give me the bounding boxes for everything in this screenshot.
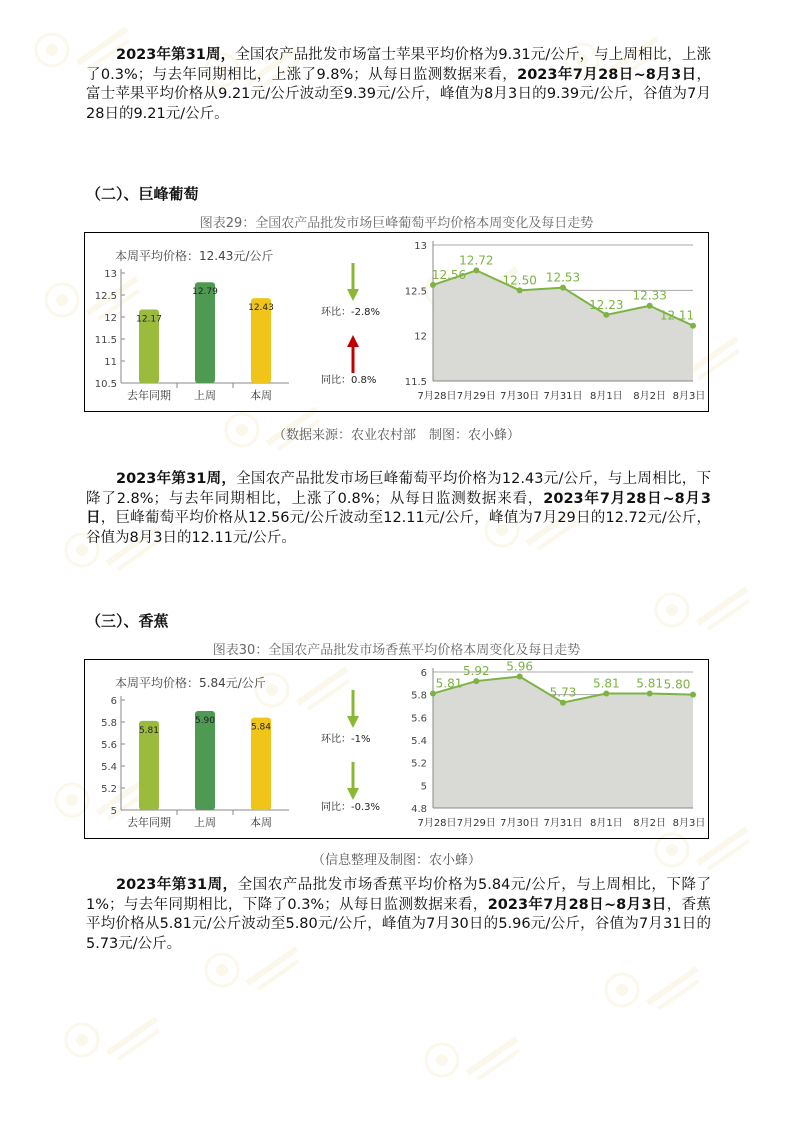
y-tick-label: 4.8 [411, 804, 427, 815]
change-indicator-label: 环比：-1% [321, 734, 371, 745]
data-label: 12.33 [632, 288, 667, 303]
grape-paragraph [86, 470, 711, 548]
y-tick-label: 5 [420, 781, 427, 793]
apple-text-2: ，富士苹果平均价格从9.21元/公斤波动至9.39元/公斤，峰值为8月3日的9.39元/公斤，谷值为7月28日的9.21元/公斤。 [86, 66, 711, 122]
y-tick-label: 12.5 [94, 291, 117, 302]
y-tick-label: 5 [110, 806, 117, 817]
chart-title: 本周平均价格：12.43元/公斤 [115, 249, 274, 263]
data-label: 12.50 [502, 273, 537, 288]
banana-weekly-bar-chart [85, 660, 391, 838]
down-arrow-icon [347, 762, 359, 800]
data-point [430, 691, 436, 697]
x-tick-label: 去年同期 [127, 816, 171, 829]
x-tick-label: 7月29日 [456, 818, 496, 829]
apple-week: 2023年第31周， [116, 47, 236, 63]
data-label: 12.72 [459, 253, 494, 268]
data-point [647, 691, 653, 697]
x-tick-label: 8月2日 [633, 818, 667, 829]
bar-value-label: 5.90 [194, 716, 216, 726]
data-label: 12.53 [545, 270, 581, 285]
bar-value-label: 12.43 [248, 303, 274, 314]
bar [195, 282, 215, 383]
grape-chart-box [84, 232, 709, 412]
down-arrow-icon [347, 263, 359, 301]
bee-logo-watermark-icon [650, 580, 770, 640]
data-label: 5.96 [506, 660, 534, 674]
change-indicator-label: 同比：0.8% [321, 375, 377, 386]
x-tick-label: 本周 [250, 389, 272, 402]
data-label: 5.80 [663, 677, 691, 692]
data-point [560, 700, 566, 706]
grape-date-range: 2023年7月28日~8月3日 [86, 490, 711, 526]
y-tick-label: 11.5 [404, 377, 427, 388]
y-tick-label: 12 [414, 331, 427, 343]
arrow-head [347, 716, 359, 728]
grape-text-2: ，巨峰葡萄平均价格从12.56元/公斤波动至12.11元/公斤，峰值为7月29日的12.72元/公斤，谷值为8月3日的12.11元/公斤。 [86, 510, 711, 546]
grape-source: （数据来源：农业农村部 制图：农小蜂） [272, 428, 520, 443]
change-indicator-label: 环比：-2.8% [321, 307, 381, 318]
data-label: 12.11 [659, 308, 695, 323]
data-point [647, 303, 653, 309]
banana-source: （信息整理及制图：农小蜂） [311, 853, 481, 868]
y-tick-label: 5.6 [101, 740, 117, 751]
banana-text-1: 全国农产品批发市场香蕉平均价格为5.84元/公斤，与上周相比，下降了1%；与去年同期相比，下降了0.3%；从每日监测数据来看， [86, 877, 711, 913]
data-point [517, 674, 523, 680]
y-tick-label: 5.8 [101, 718, 117, 729]
banana-chart-caption: 图表30：全国农产品批发市场香蕉平均价格本周变化及每日走势 [212, 643, 581, 658]
banana-chart-box [84, 659, 709, 839]
data-point [603, 312, 609, 318]
x-tick-label: 8月2日 [633, 391, 667, 402]
apple-paragraph [86, 46, 711, 124]
y-tick-label: 13 [414, 241, 427, 252]
x-tick-label: 本周 [250, 816, 272, 829]
data-label: 5.92 [462, 664, 490, 679]
x-tick-label: 7月31日 [543, 818, 583, 829]
y-tick-label: 5.6 [411, 713, 427, 725]
up-arrow-icon [347, 335, 359, 373]
data-label: 5.81 [435, 676, 463, 691]
y-tick-label: 13 [104, 269, 117, 280]
bar-value-label: 12.79 [192, 287, 218, 298]
chart-title: 本周平均价格：5.84元/公斤 [115, 676, 266, 690]
data-point [690, 323, 696, 329]
y-tick-label: 12.5 [404, 286, 427, 298]
x-tick-label: 7月30日 [500, 391, 540, 402]
grape-heading: （二）、巨峰葡萄 [86, 185, 199, 203]
down-arrow-icon [347, 690, 359, 728]
x-tick-label: 7月31日 [543, 391, 583, 402]
banana-week: 2023年第31周， [116, 877, 238, 893]
data-label: 12.56 [431, 267, 467, 282]
grape-daily-area-chart [391, 233, 708, 411]
y-tick-label: 12 [104, 313, 117, 324]
bar-value-label: 12.17 [136, 314, 162, 325]
apple-text-1: 全国农产品批发市场富士苹果平均价格为9.31元/公斤，与上周相比，上涨了0.3%；与去年同期相比，上涨了9.8%；从每日监测数据来看， [86, 47, 711, 83]
y-tick-label: 6 [110, 696, 117, 707]
data-point [690, 692, 696, 698]
grape-weekly-bar-chart [85, 233, 391, 411]
apple-date-range: 2023年7月28日~8月3日 [517, 66, 697, 83]
x-tick-label: 7月28日 [417, 391, 457, 402]
bar-value-label: 5.81 [138, 725, 160, 736]
x-tick-label: 7月29日 [456, 391, 496, 402]
y-tick-label: 5.2 [101, 784, 117, 795]
x-tick-label: 7月30日 [500, 818, 540, 829]
arrow-head [347, 289, 359, 301]
data-point [473, 678, 479, 684]
y-tick-label: 11.5 [94, 335, 117, 346]
x-tick-label: 8月1日 [589, 391, 623, 402]
bee-logo-watermark-icon [60, 1010, 180, 1070]
x-tick-label: 上周 [194, 389, 216, 402]
y-tick-label: 5.4 [411, 736, 427, 747]
data-point [603, 691, 609, 697]
change-indicator-label: 同比：-0.3% [321, 802, 381, 813]
bee-logo-watermark-icon [600, 960, 720, 1020]
y-tick-label: 5.8 [411, 690, 427, 702]
grape-text-1: 全国农产品批发市场巨峰葡萄平均价格为12.43元/公斤，与上周相比，下降了2.8%；与去年同期相比，上涨了0.8%；从每日监测数据来看， [86, 471, 711, 507]
y-tick-label: 5.2 [411, 758, 427, 770]
bee-logo-watermark-icon [420, 1030, 540, 1090]
x-tick-label: 7月28日 [417, 818, 457, 829]
banana-text-2: ，香蕉平均价格从5.81元/公斤波动至5.80元/公斤，峰值为7月30日的5.96元/公斤，谷值为7月31日的5.73元/公斤。 [86, 896, 712, 952]
data-label: 5.73 [549, 685, 577, 700]
grape-chart-caption: 图表29：全国农产品批发市场巨峰葡萄平均价格本周变化及每日走势 [199, 216, 594, 231]
x-tick-label: 上周 [194, 816, 216, 829]
y-tick-label: 5.4 [101, 762, 117, 773]
x-tick-label: 8月3日 [672, 391, 706, 402]
data-point [560, 285, 566, 291]
grape-week: 2023年第31周， [116, 471, 237, 487]
x-tick-label: 8月3日 [672, 818, 706, 829]
y-tick-label: 6 [420, 668, 427, 679]
bar-value-label: 5.84 [250, 722, 272, 733]
data-point [473, 267, 479, 273]
data-label: 12.23 [589, 297, 624, 312]
data-point [430, 282, 436, 288]
banana-paragraph [86, 876, 711, 954]
banana-date-range: 2023年7月28日~8月3日 [487, 896, 667, 913]
y-tick-label: 10.5 [94, 379, 117, 390]
data-point [517, 287, 523, 293]
banana-daily-area-chart [391, 660, 708, 838]
data-label: 5.81 [636, 676, 664, 691]
data-label: 5.81 [592, 676, 620, 691]
arrow-head [347, 788, 359, 800]
x-tick-label: 8月1日 [589, 818, 623, 829]
banana-heading: （三）、香蕉 [86, 612, 169, 630]
x-tick-label: 去年同期 [127, 389, 171, 402]
y-tick-label: 11 [104, 357, 117, 368]
